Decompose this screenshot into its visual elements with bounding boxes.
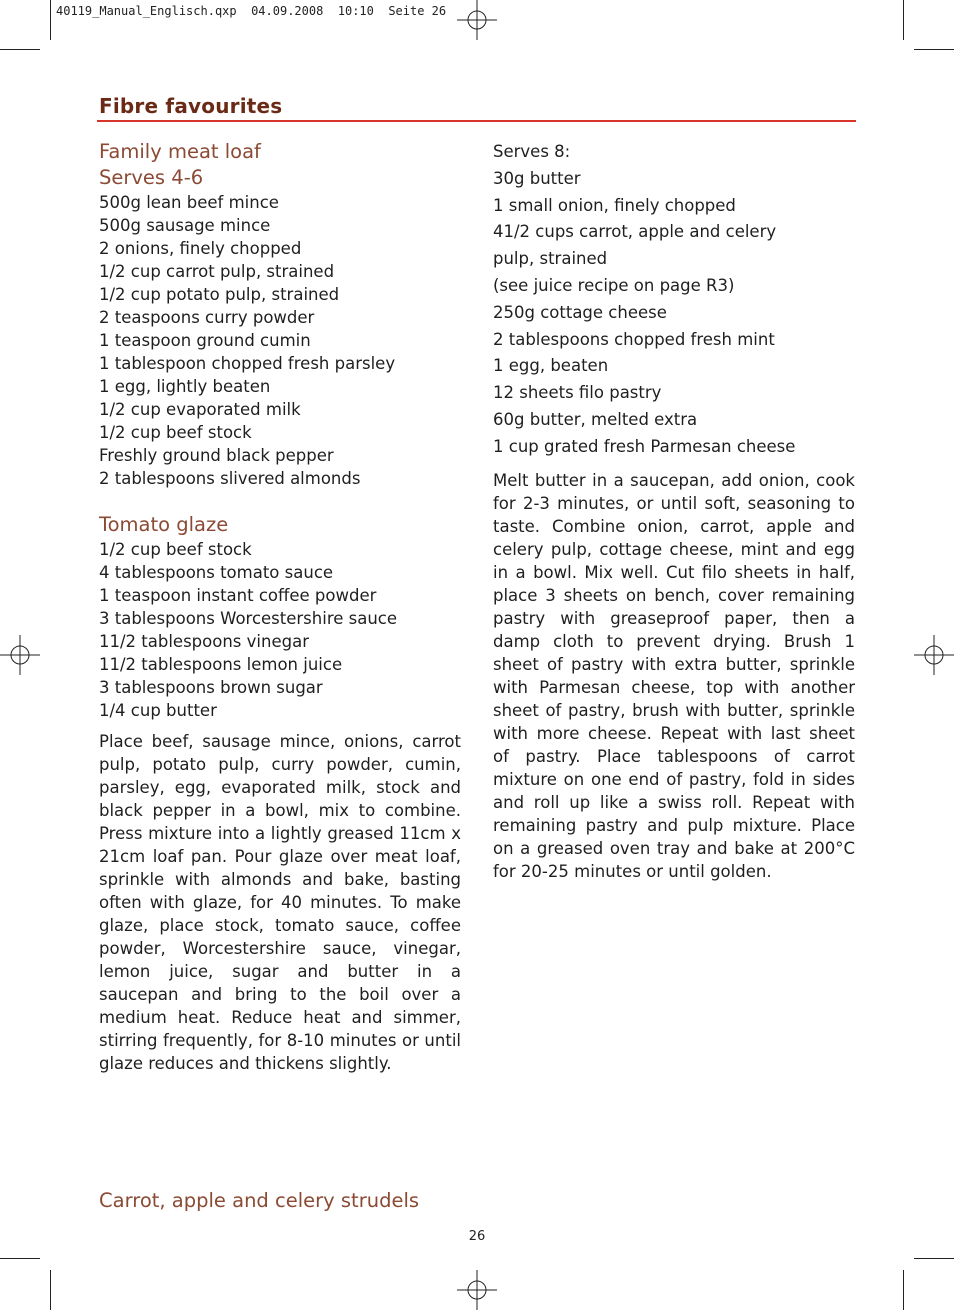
crop-mark <box>0 49 40 50</box>
ingredient: 2 teaspoons curry powder <box>99 308 315 327</box>
recipe-title-meat-loaf: Family meat loaf <box>99 140 261 163</box>
ingredient: 500g lean beef mince <box>99 193 279 212</box>
crop-mark <box>903 1270 904 1310</box>
ingredient: 1 teaspoon instant coffee powder <box>99 586 377 605</box>
registration-mark-right <box>914 635 954 675</box>
ingredient: 2 onions, finely chopped <box>99 239 302 258</box>
ingredient: 4 tablespoons tomato sauce <box>99 563 334 582</box>
ingredient: 3 tablespoons brown sugar <box>99 678 323 697</box>
ingredient: Freshly ground black pepper <box>99 446 334 465</box>
print-slug: 40119_Manual_Englisch.qxp 04.09.2008 10:10 Seite 26 <box>56 4 447 18</box>
crop-mark <box>0 1258 40 1259</box>
ingredient: 1 teaspoon ground cumin <box>99 331 311 350</box>
ingredient: 12 sheets filo pastry <box>493 383 662 403</box>
meat-loaf-ingredients <box>99 191 461 490</box>
ingredient: 1/2 cup beef stock <box>99 540 252 559</box>
ingredient: 1/2 cup potato pulp, strained <box>99 285 340 304</box>
ingredient: 2 tablespoons slivered almonds <box>99 469 361 488</box>
ingredient: 1/4 cup butter <box>99 701 217 720</box>
ingredient: 500g sausage mince <box>99 216 271 235</box>
crop-mark <box>914 1258 954 1259</box>
ingredient: pulp, strained <box>493 249 608 269</box>
ingredient: 60g butter, melted extra <box>493 409 698 429</box>
ingredient: Serves 8: <box>493 142 571 161</box>
ingredient: 1 egg, lightly beaten <box>99 377 271 396</box>
recipe-serves: Serves 4-6 <box>99 166 204 189</box>
ingredient: 1/2 cup beef stock <box>99 423 252 442</box>
ingredient: 1 tablespoon chopped fresh parsley <box>99 354 396 373</box>
tomato-glaze-ingredients <box>99 538 461 722</box>
section-rule <box>97 120 856 122</box>
registration-mark-left <box>0 635 40 675</box>
ingredient: 1/2 cup carrot pulp, strained <box>99 262 335 281</box>
ingredient: 11/2 tablespoons vinegar <box>99 632 309 651</box>
recipe-title-strudels: Carrot, apple and celery strudels <box>99 1189 420 1212</box>
ingredient: 2 tablespoons chopped fresh mint <box>493 329 775 349</box>
ingredient: 250g cottage cheese <box>493 302 667 322</box>
ingredient: 1 egg, beaten <box>493 356 609 376</box>
ingredient: 3 tablespoons Worcestershire sauce <box>99 609 398 628</box>
crop-mark <box>50 0 51 40</box>
ingredient: 1/2 cup evaporated milk <box>99 400 301 419</box>
crop-mark <box>903 0 904 40</box>
ingredient: 11/2 tablespoons lemon juice <box>99 655 343 674</box>
meat-loaf-method: Place beef, sausage mince, onions, carrot pulp, potato pulp, curry powder, cumin, parsley, egg, evaporated milk, stock and black pepper in a bowl, mix to combine. Press mixture into a lightly greased 11cm x 21cm loaf pan. Pour glaze over meat loaf, sprinkle with almonds and bake, basting often with glaze, for 40 minutes. To make glaze, place stock, tomato sauce, coffee powder, Worcestershire sauce, vinegar, lemon juice, sugar and butter in a saucepan and bring to the boil over a medium heat. Reduce heat and simmer, stirring frequently, for 8-10 minutes or until glaze reduces and thickens slightly. <box>99 732 461 1073</box>
registration-mark-bottom <box>457 1270 497 1310</box>
crop-mark <box>50 1270 51 1310</box>
ingredient: (see juice recipe on page R3) <box>493 275 735 295</box>
strudel-method: Melt butter in a saucepan, add onion, cook for 2-3 minutes, or until soft, seasoning to taste. Combine onion, carrot, apple and celery pulp, cottage cheese, mint and egg in a bowl. Mix well. Cut filo sheets in half, place 3 sheets on bench, cover remaining pastry with greaseproof paper, then a damp cloth to prevent drying. Brush 1 sheet of pastry with extra butter, sprinkle with Parmesan cheese, top with another sheet of pastry, brush with butter, sprinkle with more cheese. Repeat with last sheet of pastry. Place tablespoons of carrot mixture on one end of pastry, fold in sides and roll up like a swiss roll. Repeat with remaining pastry and pulp mixture. Place on a greased oven tray and bake at 200°C for 20-25 minutes or until golden. <box>493 470 855 881</box>
left-column <box>99 139 461 1075</box>
recipe-title-tomato-glaze: Tomato glaze <box>99 513 229 536</box>
section-title: Fibre favourites <box>99 94 283 118</box>
strudel-ingredients <box>493 139 855 461</box>
ingredient: 41/2 cups carrot, apple and celery <box>493 222 777 242</box>
registration-mark-top <box>457 0 497 40</box>
ingredient: 1 cup grated fresh Parmesan cheese <box>493 436 796 456</box>
right-column <box>493 139 855 883</box>
ingredient: 1 small onion, finely chopped <box>493 195 736 215</box>
ingredient: 30g butter <box>493 168 581 188</box>
page-number: 26 <box>468 1229 486 1244</box>
crop-mark <box>914 49 954 50</box>
